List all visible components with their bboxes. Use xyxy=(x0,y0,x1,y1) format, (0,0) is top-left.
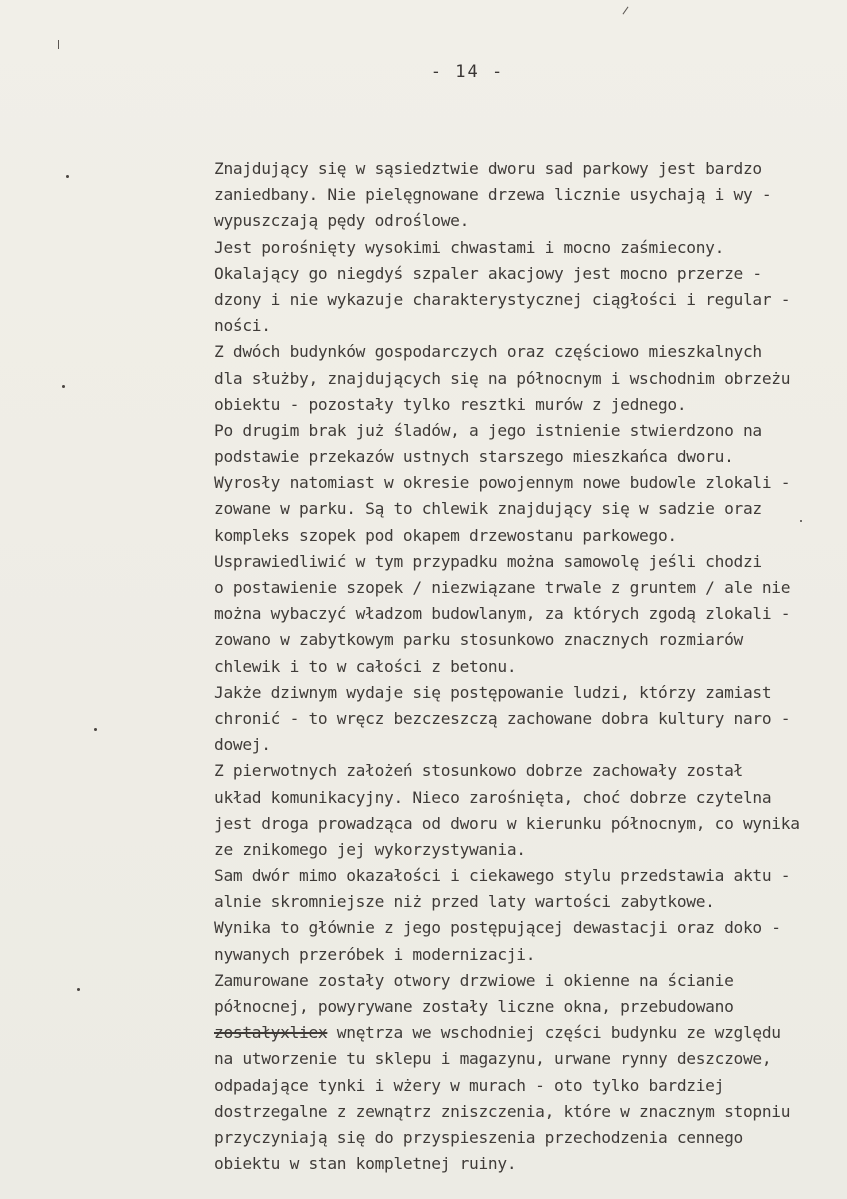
margin-mark xyxy=(58,40,59,49)
page-number: - 14 - xyxy=(430,62,505,82)
text-line: można wybaczyć władzom budowlanym, za których zgodą zlokali - xyxy=(214,604,791,624)
text-line: wypuszczają pędy odroślowe. xyxy=(214,211,470,231)
text-line: Znajdujący się w sąsiedztwie dworu sad parkowy jest bardzo xyxy=(214,159,762,178)
text-line: dowej. xyxy=(214,735,271,755)
margin-mark xyxy=(623,7,629,15)
text-line: podstawie przekazów ustnych starszego mieszkańca dworu. xyxy=(214,447,734,467)
text-line-with-strikeout xyxy=(214,1020,847,1046)
document-body xyxy=(214,156,847,1177)
text-line: dzony i nie wykazuje charakterystycznej ciągłości i regular - xyxy=(214,289,791,309)
text-line: północnej, powyrywane zostały liczne okna, przebudowano xyxy=(214,997,734,1016)
text-line: ze znikomego jej wykorzystywania. xyxy=(214,839,526,859)
text-line: przyczyniają się do przyspieszenia przechodzenia cennego xyxy=(214,1127,743,1147)
text-line: dla służby, znajdujących się na północnym i wschodnim obrzeżu xyxy=(214,368,791,388)
margin-speck xyxy=(94,728,97,731)
text-line: Okalający go niegdyś szpaler akacjowy jest mocno przerze - xyxy=(214,263,762,283)
text-line: obiektu w stan kompletnej ruiny. xyxy=(214,1154,517,1174)
text-line: o postawienie szopek / niezwiązane trwale z gruntem / ale nie xyxy=(214,578,791,597)
text-line: Jakże dziwnym wydaje się postępowanie ludzi, którzy zamiast xyxy=(214,682,772,702)
text-line: Jest porośnięty wysokimi chwastami i mocno zaśmiecony. xyxy=(214,237,725,257)
text-line: chronić - to wręcz bezczeszczą zachowane dobra kultury naro - xyxy=(214,708,791,728)
text-line: obiektu - pozostały tylko resztki murów z jednego. xyxy=(214,394,687,414)
text-line: układ komunikacyjny. Nieco zarośnięta, choć dobrze czytelna xyxy=(214,787,772,807)
struck-out-text: zostałyxliex xyxy=(214,1023,328,1043)
text-line: Usprawiedliwić w tym przypadku można samowolę jeśli chodzi xyxy=(214,551,762,571)
text-line: alnie skromniejsze niż przed laty wartości zabytkowe. xyxy=(214,892,715,912)
margin-speck xyxy=(62,385,65,388)
text-line: nywanych przeróbek i modernizacji. xyxy=(214,944,536,964)
text-line: Wyrosły natomiast w okresie powojennym nowe budowle zlokali - xyxy=(214,473,791,493)
text-line: zowane w parku. Są to chlewik znajdujący się w sadzie oraz xyxy=(214,499,762,519)
text-line: Zamurowane zostały otwory drzwiowe i okienne na ścianie xyxy=(214,970,734,990)
text-line: na utworzenie tu sklepu i magazynu, urwane rynny deszczowe, xyxy=(214,1049,772,1069)
text-line: zaniedbany. Nie pielęgnowane drzewa licznie usychają i wy - xyxy=(214,185,772,205)
text-line: Z pierwotnych założeń stosunkowo dobrze zachowały został xyxy=(214,761,743,781)
text-line: odpadające tynki i wżery w murach - oto tylko bardziej xyxy=(214,1075,725,1095)
text-line: Po drugim brak już śladów, a jego istnienie stwierdzono na xyxy=(214,420,762,440)
text-line: jest droga prowadząca od dworu w kierunku północnym, co wynika xyxy=(214,813,800,833)
text-line: dostrzegalne z zewnątrz zniszczenia, które w znacznym stopniu xyxy=(214,1101,791,1121)
margin-speck xyxy=(66,175,69,178)
text-line: Sam dwór mimo okazałości i ciekawego stylu przedstawia aktu - xyxy=(214,866,791,886)
text-line: Wynika to głównie z jego postępującej dewastacji oraz doko - xyxy=(214,918,781,938)
text-line: Z dwóch budynków gospodarczych oraz częściowo mieszkalnych xyxy=(214,342,762,362)
text-line-rest: wnętrza we wschodniej części budynku ze względu xyxy=(327,1023,781,1043)
text-line: zowano w zabytkowym parku stosunkowo znacznych rozmiarów xyxy=(214,630,743,650)
margin-speck xyxy=(77,988,80,991)
text-line: ności. xyxy=(214,316,271,336)
text-line: chlewik i to w całości z betonu. xyxy=(214,656,517,676)
text-line: kompleks szopek pod okapem drzewostanu parkowego. xyxy=(214,525,677,545)
